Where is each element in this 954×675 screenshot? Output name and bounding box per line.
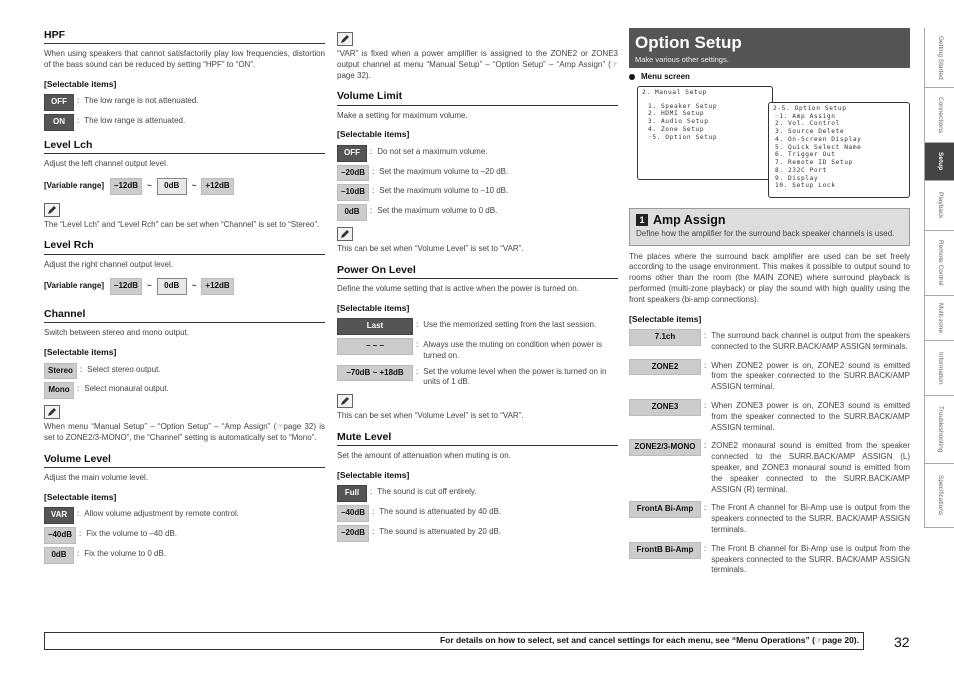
tab-information[interactable]: Information <box>925 341 954 396</box>
page-title: Option Setup <box>635 33 742 52</box>
range-min-tag: –12dB <box>110 178 142 195</box>
amp-assign-header <box>629 208 910 246</box>
frontb-biamp-tag: FrontB Bi-Amp <box>629 542 701 559</box>
power-on-level-item: –70dB ~ +18dB : Set the volume level when the power is turned on in units of 1 dB. <box>337 365 618 389</box>
minus10-tag: –10dB <box>337 184 369 201</box>
last-desc: Use the memorized setting from the last session. <box>423 320 597 330</box>
channel-item: Stereo : Select stereo output. <box>44 363 325 380</box>
power-on-level-selectable-heading: [Selectable items] <box>337 302 410 313</box>
tab-remote-control[interactable]: Remote Control <box>925 231 954 296</box>
fronta-biamp-tag: FrontA Bi-Amp <box>629 501 701 518</box>
screen-line: 5. Quick Select Name <box>775 143 862 151</box>
amp-assign-item: 7.1ch : The surround back channel is output from the speakers connected to the SURR.BACK/AMP ASSIGN terminals. <box>629 329 910 353</box>
zero-db-tag: 0dB <box>337 204 367 221</box>
screen-title: 2. Manual Setup <box>642 88 707 96</box>
tab-multi-zone[interactable]: Multi-zone <box>925 296 954 341</box>
mute-level-title: Mute Level <box>337 430 618 446</box>
channel-item: Mono : Select monaural output. <box>44 382 325 399</box>
option-setup-screen <box>768 102 910 198</box>
volume-level-item: 0dB : Fix the volume to 0 dB. <box>44 547 325 564</box>
volume-limit-note: This can be set when “Volume Level” is set to “VAR”. <box>337 244 524 254</box>
level-lch-description: Adjust the left channel output level. <box>44 159 169 168</box>
hpf-item: ON : The low range is attenuated. <box>44 114 325 131</box>
range-min-tag: –12dB <box>110 278 142 295</box>
level-rch-description: Adjust the right channel output level. <box>44 259 173 269</box>
screen-line: 2. HDMI Setup <box>648 110 705 118</box>
pencil-note-icon <box>337 394 353 408</box>
volume-limit-item: –10dB : Set the maximum volume to –10 dB. <box>337 184 618 201</box>
tab-troubleshooting[interactable]: Troubleshooting <box>925 396 954 464</box>
volume-limit-description: Make a setting for maximum volume. <box>337 110 468 120</box>
hpf-off-desc: The low range is not attenuated. <box>84 96 199 106</box>
bullet-icon <box>629 74 635 80</box>
footer-reference-bar <box>44 632 864 650</box>
screen-line: 7. Remote ID Setup <box>775 159 853 167</box>
hpf-selectable-heading: [Selectable items] <box>44 78 117 89</box>
power-on-level-item: – – – : Always use the muting on condition when power is turned on. <box>337 338 618 362</box>
pencil-note-icon <box>337 32 353 46</box>
volume-level-item: VAR : Allow volume adjustment by remote control. <box>44 507 325 524</box>
footer-text: For details on how to select, set and cancel settings for each menu, see “Menu Operations” ( <box>439 635 815 646</box>
zone3-tag: ZONE3 <box>629 399 701 416</box>
level-rch-variable-range: [Variable range] –12dB ~ 0dB ~ +12dB <box>44 278 325 295</box>
mono-tag: Mono <box>44 382 74 399</box>
right-column <box>629 28 910 579</box>
minus20-tag: –20dB <box>337 525 369 542</box>
volume-limit-selectable-heading: [Selectable items] <box>337 129 410 140</box>
var-desc: Allow volume adjustment by remote control. <box>84 509 239 519</box>
full-tag: Full <box>337 485 367 502</box>
minus10-desc: Set the maximum volume to –10 dB. <box>379 186 509 196</box>
volume-level-title: Volume Level <box>44 452 325 468</box>
variable-range-label: [Variable range] <box>44 180 105 190</box>
menu-screen-illustration <box>637 86 910 198</box>
minus20-tag: –20dB <box>337 165 369 182</box>
mute-level-item: –20dB : The sound is attenuated by 20 dB. <box>337 525 618 542</box>
7-1ch-desc: The surround back channel is output from the speakers connected to the SURR.BACK/AMP ASSIGN terminals. <box>711 330 910 351</box>
frontb-biamp-desc: The Front B channel for Bi-Amp use is output from the speakers connected to the SURR. BACK/AMP ASSIGN terminals. <box>711 543 910 575</box>
channel-selectable-heading: [Selectable items] <box>44 347 117 358</box>
stereo-desc: Select stereo output. <box>87 364 161 374</box>
volume-limit-title: Volume Limit <box>337 89 618 105</box>
level-lch-variable-range: [Variable range] –12dB ~ 0dB ~ +12dB <box>44 178 325 195</box>
screen-line: 9. Display <box>775 174 819 182</box>
zone23-mono-tag: ZONE2/3-MONO <box>629 439 701 456</box>
tab-getting-started[interactable]: Getting Started <box>925 28 954 88</box>
amp-assign-item: FrontA Bi-Amp : The Front A channel for Bi-Amp use is output from the speakers connected to the SURR. BACK/AMP ASSIGN terminals. <box>629 501 910 535</box>
off-desc: Do not set a maximum volume. <box>377 146 488 156</box>
screen-line: 3. Audio Setup <box>648 118 709 126</box>
pencil-note-icon <box>337 227 353 241</box>
option-setup-header <box>629 28 910 68</box>
dashes-tag: – – – <box>337 338 413 355</box>
range-desc: Set the volume level when the power is turned on in units of 1 dB. <box>423 366 607 387</box>
minus40-desc: Fix the volume to –40 dB. <box>86 529 177 539</box>
hpf-title: HPF <box>44 28 325 44</box>
minus40-tag: –40dB <box>44 527 76 544</box>
range-mid-tag: 0dB <box>157 278 187 295</box>
manual-setup-screen <box>637 86 773 180</box>
mute-level-description: Set the amount of attenuation when muting is on. <box>337 451 511 461</box>
zero-db-tag: 0dB <box>44 547 74 564</box>
amp-assign-item: FrontB Bi-Amp : The Front B channel for Bi-Amp use is output from the speakers connected to the SURR. BACK/AMP ASSIGN terminals. <box>629 542 910 576</box>
volume-limit-item: 0dB : Set the maximum volume to 0 dB. <box>337 204 618 221</box>
channel-title: Channel <box>44 307 325 323</box>
dashes-desc: Always use the muting on condition when power is turned on. <box>423 340 602 360</box>
mute-level-item: –40dB : The sound is attenuated by 40 dB. <box>337 505 618 522</box>
level-lch-title: Level Lch <box>44 138 325 154</box>
screen-line: 1. Speaker Setup <box>648 102 718 110</box>
volume-limit-item: –20dB : Set the maximum volume to –20 dB. <box>337 165 618 182</box>
zone23-mono-desc: ZONE2 monaural sound is emitted from the speaker connected to the SURR.BACK/AMP ASSIGN (L) speaker, and ZONE3 monaural sound is emitted from the speaker connected to the SURR.BACK/AMP ASSIGN (R) terminal. <box>711 441 910 494</box>
volume-level-selectable-heading: [Selectable items] <box>44 491 117 502</box>
amp-assign-item: ZONE2/3-MONO : ZONE2 monaural sound is emitted from the speaker connected to the SURR.BACK/AMP ASSIGN (L) speaker, and ZONE3 monaural sound is emitted from the speaker connected to the SURR.BACK/AMP ASSIGN (R) terminal. <box>629 439 910 495</box>
hpf-on-tag: ON <box>44 114 74 131</box>
hpf-item: OFF : The low range is not attenuated. <box>44 94 325 111</box>
zone3-desc: When ZONE3 power is on, ZONE3 sound is emitted from the speaker connected to the SURR.BACK/AMP ASSIGN terminal. <box>711 400 910 432</box>
amp-assign-subtitle: Define how the amplifier for the surround back speaker channels is used. <box>636 228 895 238</box>
screen-line: 4. On-Screen Display <box>775 135 862 143</box>
variable-range-label: [Variable range] <box>44 281 105 291</box>
amp-assign-title: Amp Assign <box>653 212 726 227</box>
var-tag: VAR <box>44 507 74 524</box>
minus20-desc: Set the maximum volume to –20 dB. <box>379 166 509 176</box>
amp-assign-item: ZONE2 : When ZONE2 power is on, ZONE2 sound is emitted from the speaker connected to the SURR.BACK/AMP ASSIGN terminal. <box>629 359 910 393</box>
hpf-description: When using speakers that cannot satisfactorily play low frequencies, distortion of the bass sound can be reduced by setting “HPF” to “ON”. <box>44 49 325 69</box>
volume-limit-item: OFF : Do not set a maximum volume. <box>337 145 618 162</box>
screen-line: ☞5. Option Setup <box>648 133 718 141</box>
range-tag: –70dB ~ +18dB <box>337 365 413 382</box>
full-desc: The sound is cut off entirely. <box>377 487 477 497</box>
mute-level-selectable-heading: [Selectable items] <box>337 470 410 480</box>
page-reference-icon: ☞ <box>814 635 823 645</box>
screen-line: 10. Setup Lock <box>775 182 836 190</box>
chapter-tabs <box>924 28 954 528</box>
screen-line: 2. Vol. Control <box>775 120 840 128</box>
minus40-desc: The sound is attenuated by 40 dB. <box>379 507 502 517</box>
section-number-badge: 1 <box>636 214 648 226</box>
tab-playback[interactable]: Playback <box>925 181 954 231</box>
footer-page-ref: page 20). <box>822 635 859 646</box>
tab-setup[interactable]: Setup <box>925 143 954 181</box>
7-1ch-tag: 7.1ch <box>629 329 701 346</box>
power-on-level-note: This can be set when “Volume Level” is set to “VAR”. <box>337 411 524 421</box>
screen-line: 6. Trigger Out <box>775 151 836 159</box>
tab-connections[interactable]: Connections <box>925 88 954 143</box>
volume-level-item: –40dB : Fix the volume to –40 dB. <box>44 527 325 544</box>
hpf-off-tag: OFF <box>44 94 74 111</box>
screen-line: 3. Source Delete <box>775 128 845 136</box>
off-tag: OFF <box>337 145 367 162</box>
amp-assign-description: The places where the surround back amplifier are used can be set freely according to the usage environment. This makes it possible to output sound to rooms other than the room (the MAIN ZONE) where surround playback is performed (multi-zone playback) or play the sound with high quality using the front speakers (bi-amp connections). <box>629 251 910 304</box>
volume-level-description: Adjust the main volume level. <box>44 472 149 482</box>
zone2-desc: When ZONE2 power is on, ZONE2 sound is emitted from the speaker connected to the SURR.BACK/AMP ASSIGN terminal. <box>711 360 910 392</box>
stereo-tag: Stereo <box>44 363 77 380</box>
mute-level-item: Full : The sound is cut off entirely. <box>337 485 618 502</box>
page-number: 32 <box>894 634 910 650</box>
level-lch-note: The “Level Lch” and “Level Rch” can be set when “Channel” is set to “Stereo”. <box>44 219 320 229</box>
var-fixed-note: “VAR” is fixed when a power amplifier is assigned to the ZONE2 or ZONE3 output channel at menu “Manual Setup” – “Option Setup” – “Amp Assign” (☞page 32). <box>337 49 618 80</box>
tab-specifications[interactable]: Specifications <box>925 464 954 528</box>
amp-assign-item: ZONE3 : When ZONE3 power is on, ZONE3 sound is emitted from the speaker connected to the SURR.BACK/AMP ASSIGN terminal. <box>629 399 910 433</box>
power-on-level-description: Define the volume setting that is active when the power is turned on. <box>337 283 579 293</box>
zone2-tag: ZONE2 <box>629 359 701 376</box>
zero-db-desc: Set the maximum volume to 0 dB. <box>377 206 498 216</box>
fronta-biamp-desc: The Front A channel for Bi-Amp use is output from the speakers connected to the SURR. BACK/AMP ASSIGN terminals. <box>711 503 910 534</box>
screen-line: 4. Zone Setup <box>648 125 705 133</box>
range-mid-tag: 0dB <box>157 178 187 195</box>
zero-db-desc: Fix the volume to 0 dB. <box>84 548 167 558</box>
pencil-note-icon <box>44 203 60 217</box>
pencil-note-icon <box>44 405 60 419</box>
power-on-level-item: Last : Use the memorized setting from the last session. <box>337 318 618 335</box>
power-on-level-title: Power On Level <box>337 263 618 279</box>
range-max-tag: +12dB <box>201 278 233 295</box>
channel-description: Switch between stereo and mono output. <box>44 328 189 338</box>
middle-column <box>337 28 618 545</box>
minus20-desc: The sound is attenuated by 20 dB. <box>379 527 502 537</box>
screen-line: 8. 232C Port <box>775 166 827 174</box>
screen-title: 2-5. Option Setup <box>773 104 847 112</box>
menu-screen-heading: Menu screen <box>629 72 910 83</box>
mono-desc: Select monaural output. <box>84 384 169 394</box>
last-tag: Last <box>337 318 413 335</box>
hpf-on-desc: The low range is attenuated. <box>84 116 186 126</box>
amp-assign-selectable-heading: [Selectable items] <box>629 313 702 324</box>
range-max-tag: +12dB <box>201 178 233 195</box>
page-subtitle: Make various other settings. <box>635 54 729 64</box>
channel-note: When menu “Manual Setup” – “Option Setup” – “Amp Assign” (☞page 32) is set to ZONE2/3-MONO”, the “Channel” setting is automatically set to “Mono”. <box>44 422 325 442</box>
left-column <box>44 28 325 567</box>
minus40-tag: –40dB <box>337 505 369 522</box>
level-rch-title: Level Rch <box>44 238 325 254</box>
screen-line: ☞1. Amp Assign <box>775 112 836 120</box>
